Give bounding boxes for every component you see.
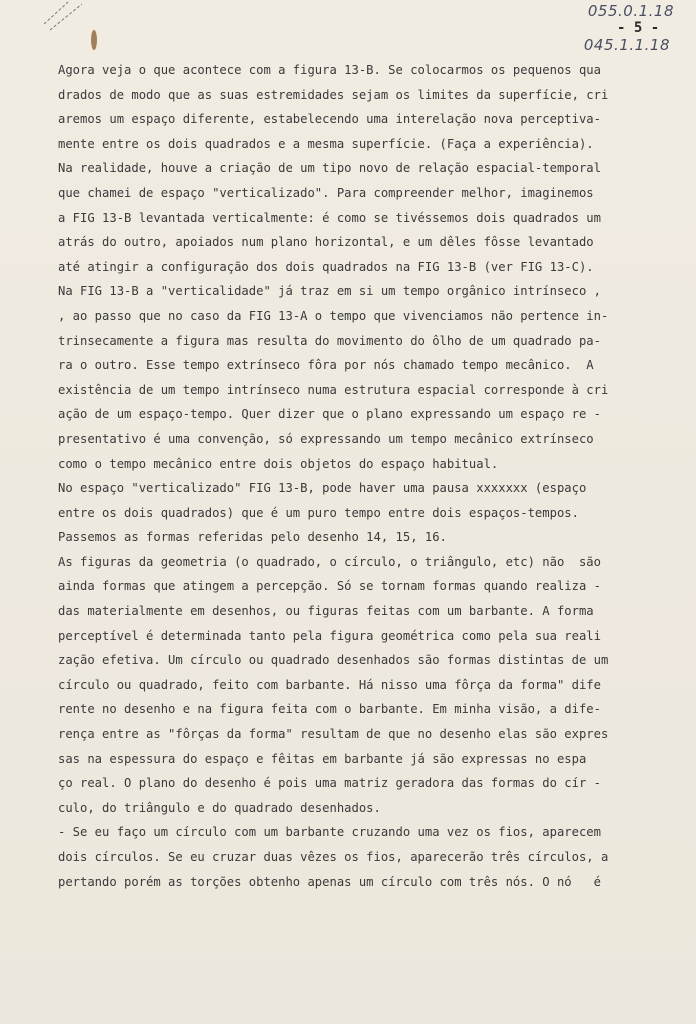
- text-line: ra o outro. Esse tempo extrínseco fôra por nós chamado tempo mecânico. A: [58, 358, 594, 373]
- text-line: ação de um espaço-tempo. Quer dizer que o plano expressando um espaço re -: [58, 407, 601, 422]
- archive-code-top: 055.0.1.18: [587, 2, 674, 20]
- typewritten-body: [58, 58, 680, 894]
- text-line: Passemos as formas referidas pelo desenho 14, 15, 16.: [58, 530, 447, 545]
- text-line: drados de modo que as suas estremidades sejam os limites da superfície, cri: [58, 87, 609, 102]
- text-line: ainda formas que atingem a percepção. Só se tornam formas quando realiza -: [58, 579, 601, 594]
- text-line: a FIG 13-B levantada verticalmente: é como se tivéssemos dois quadrados um: [58, 210, 601, 225]
- text-line: aremos um espaço diferente, estabelecendo uma interelação nova perceptiva-: [58, 112, 601, 127]
- pencil-marks: [38, 0, 108, 60]
- text-line: culo, do triângulo e do quadrado desenhados.: [58, 800, 381, 815]
- text-line: Na FIG 13-B a "verticalidade" já traz em si um tempo orgânico intrínseco ,: [58, 284, 601, 299]
- text-line: mente entre os dois quadrados e a mesma superfície. (Faça a experiência).: [58, 136, 594, 151]
- text-line: pertando porém as torções obtenho apenas um círculo com três nós. O nó é: [58, 874, 601, 889]
- text-line: até atingir a configuração dos dois quadrados na FIG 13-B (ver FIG 13-C).: [58, 259, 594, 274]
- text-line: , ao passo que no caso da FIG 13-A o tempo que vivenciamos não pertence in-: [58, 308, 609, 323]
- text-line: ço real. O plano do desenho é pois uma matriz geradora das formas do cír -: [58, 776, 601, 791]
- text-line: como o tempo mecânico entre dois objetos do espaço habitual.: [58, 456, 499, 471]
- text-line: das materialmente em desenhos, ou figuras feitas com um barbante. A forma: [58, 604, 594, 619]
- text-line: presentativo é uma convenção, só expressando um tempo mecânico extrínseco: [58, 431, 594, 446]
- text-line: perceptível é determinada tanto pela figura geométrica como pela sua reali: [58, 628, 601, 643]
- text-line: atrás do outro, apoiados num plano horizontal, e um dêles fôsse levantado: [58, 235, 594, 250]
- archive-code-bottom: 045.1.1.18: [583, 36, 670, 54]
- text-line: rença entre as "fôrças da forma" resultam de que no desenho elas são expres: [58, 727, 609, 742]
- text-line: que chamei de espaço "verticalizado". Para compreender melhor, imaginemos: [58, 185, 594, 200]
- text-line: entre os dois quadrados) que é um puro tempo entre dois espaços-tempos.: [58, 505, 579, 520]
- page-number: - 5 -: [617, 20, 660, 36]
- text-line: círculo ou quadrado, feito com barbante. Há nisso uma fôrça da forma" dife: [58, 677, 601, 692]
- text-line: sas na espessura do espaço e fêitas em barbante já são expressas no espa: [58, 751, 587, 766]
- text-line: As figuras da geometria (o quadrado, o círculo, o triângulo, etc) não são: [58, 554, 601, 569]
- text-line: existência de um tempo intrínseco numa estrutura espacial corresponde à cri: [58, 382, 609, 397]
- text-line: - Se eu faço um círculo com um barbante cruzando uma vez os fios, aparecem: [58, 825, 601, 840]
- text-line: zação efetiva. Um círculo ou quadrado desenhados são formas distintas de um: [58, 653, 609, 668]
- text-line: dois círculos. Se eu cruzar duas vêzes os fios, aparecerão três círculos, a: [58, 850, 609, 864]
- text-line: Agora veja o que acontece com a figura 13-B. Se colocarmos os pequenos qua: [58, 63, 601, 77]
- text-line: trinsecamente a figura mas resulta do movimento do ôlho de um quadrado pa-: [58, 333, 601, 348]
- text-line: No espaço "verticalizado" FIG 13-B, pode haver uma pausa xxxxxxx (espaço: [58, 481, 587, 496]
- text-line: rente no desenho e na figura feita com o barbante. Em minha visão, a dife-: [58, 702, 601, 717]
- text-line: Na realidade, houve a criação de um tipo novo de relação espacial-temporal: [58, 161, 601, 176]
